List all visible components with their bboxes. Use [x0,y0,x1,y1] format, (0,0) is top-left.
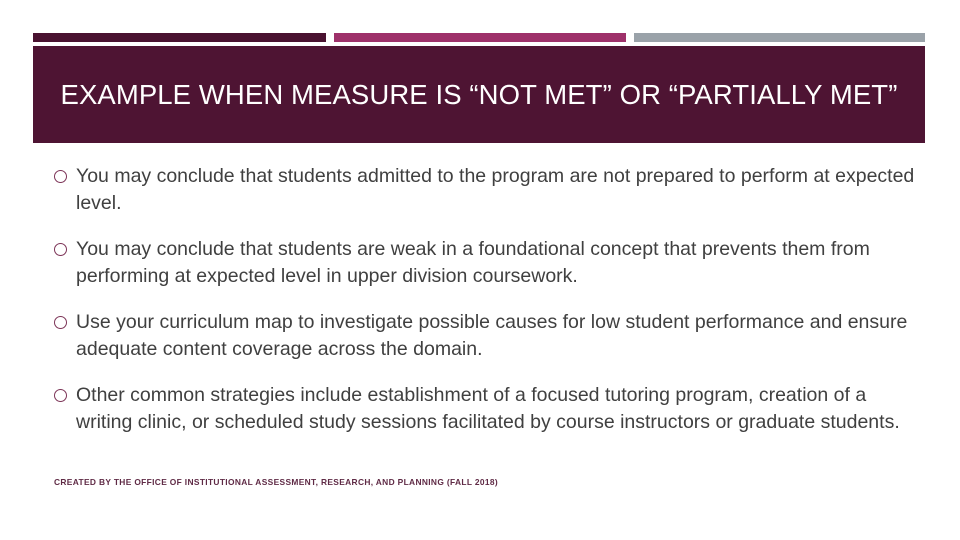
circle-bullet-icon [54,389,67,402]
list-item [54,382,920,436]
circle-bullet-icon [54,243,67,256]
list-item [54,236,920,290]
list-item [54,309,920,363]
decorative-rule-row [33,33,925,42]
bullet-list [54,163,920,455]
bullet-text: You may conclude that students admitted to the program are not prepared to perform at expected level. [76,165,915,214]
circle-bullet-icon [54,316,67,329]
decorative-rule-gray [634,33,925,42]
decorative-rule-dark [33,33,326,42]
circle-bullet-icon [54,170,67,183]
bullet-text: Other common strategies include establishment of a focused tutoring program, creation of a writing clinic, or scheduled study sessions facilitated by course instructors or graduate students. [76,384,900,433]
list-item [54,163,920,217]
bullet-text: You may conclude that students are weak in a foundational concept that prevents them from performing at expected level in upper division coursework. [76,238,870,287]
decorative-rule-accent [334,33,626,42]
bullet-text: Use your curriculum map to investigate possible causes for low student performance and ensure adequate content coverage across the domain. [76,311,908,360]
slide-title: EXAMPLE WHEN MEASURE IS “NOT MET” OR “PARTIALLY MET” [60,79,898,110]
decorative-rule-gap-1 [326,33,334,42]
decorative-rule-gap-2 [626,33,634,42]
title-banner [33,46,925,143]
slide-footer: CREATED BY THE OFFICE OF INSTITUTIONAL ASSESSMENT, RESEARCH, AND PLANNING (FALL 2018) [54,477,499,487]
